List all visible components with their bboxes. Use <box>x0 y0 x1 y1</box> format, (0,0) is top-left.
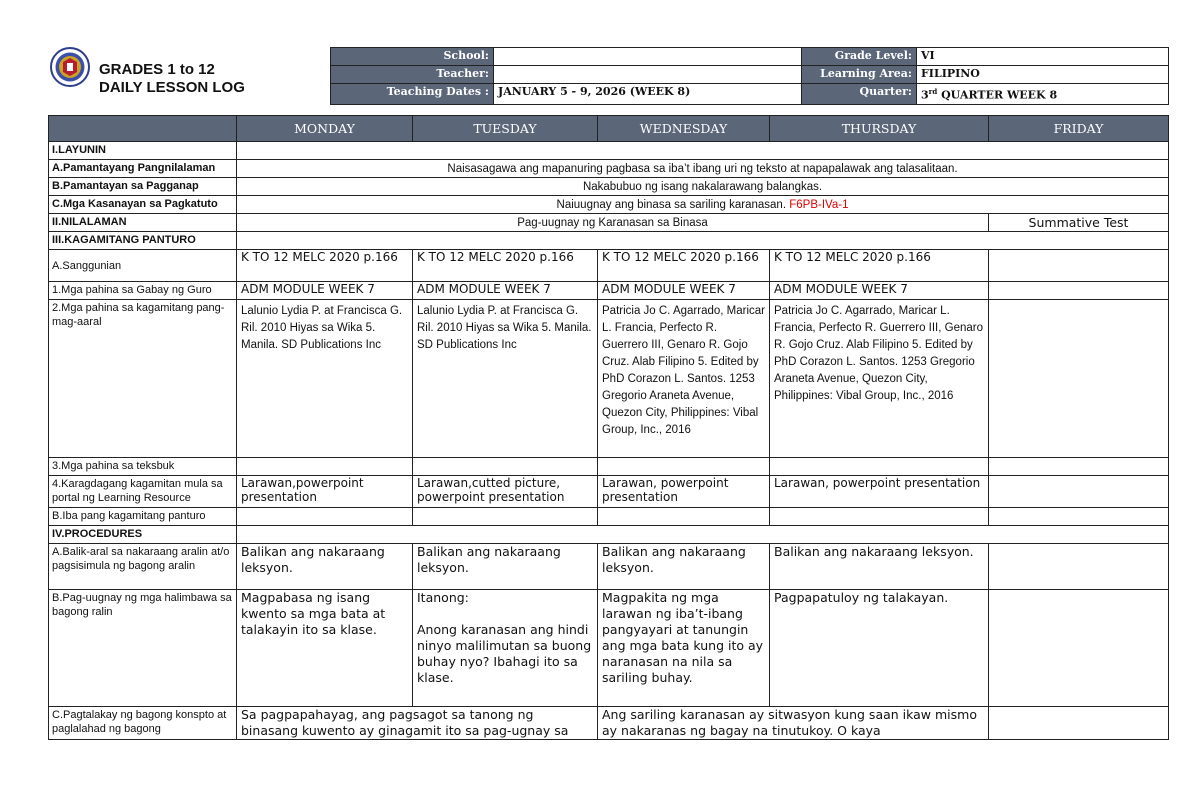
sanggunian-monday: K TO 12 MELC 2020 p.166 <box>237 250 413 282</box>
halimbawa-friday <box>989 590 1169 707</box>
row-label-iba-kagamitan: B.Iba pang kagamitang panturo <box>49 508 237 526</box>
deped-seal-icon <box>50 47 90 87</box>
layunin-cell <box>237 142 1169 160</box>
balik-wednesday: Balikan ang nakaraang leksyon. <box>598 544 770 590</box>
iba-friday <box>989 508 1169 526</box>
row-label-pamantayang-pangnilalaman: A.Pamantayang Pangnilalaman <box>49 160 237 178</box>
nilalaman-friday: Summative Test <box>989 214 1169 232</box>
talakay-friday <box>989 707 1169 740</box>
sanggunian-thursday: K TO 12 MELC 2020 p.166 <box>770 250 989 282</box>
table-row <box>49 508 1169 526</box>
table-row <box>49 196 1169 214</box>
document-title <box>99 61 245 97</box>
iba-thursday <box>770 508 989 526</box>
sanggunian-tuesday: K TO 12 MELC 2020 p.166 <box>413 250 598 282</box>
mag-aaral-friday <box>989 300 1169 458</box>
balik-monday: Balikan ang nakaraang leksyon. <box>237 544 413 590</box>
kasanayan-cell <box>237 196 1169 214</box>
pamantayang-pangnilalaman-text: Naisasagawa ang mapanuring pagbasa sa iba’t ibang uri ng teksto at napapalawak ang talasalitaan. <box>237 160 1169 178</box>
row-label-learning-resource: 4.Karagdagang kagamitan mula sa portal ng Learning Resource <box>49 476 237 508</box>
row-label-gabay-guro: 1.Mga pahina sa Gabay ng Guro <box>49 282 237 300</box>
iba-wednesday <box>598 508 770 526</box>
quarter-number: 3 <box>921 88 929 102</box>
mag-aaral-tuesday: Lalunio Lydia P. at Francisca G. Ril. 2010 Hiyas sa Wika 5. Manila. SD Publications Inc <box>413 300 598 458</box>
iba-monday <box>237 508 413 526</box>
mag-aaral-thursday: Patricia Jo C. Agarrado, Maricar L. Francia, Perfecto R. Guerrero III, Genaro R. Gojo Cruz. Alab Filipino 5. Edited by PhD Corazon L. Santos. 1253 Gregorio Araneta Avenue, Quezon City, Philippines: Vibal Group, Inc., 2016 <box>770 300 989 458</box>
title-line-2: DAILY LESSON LOG <box>99 79 245 96</box>
nilalaman-text: Pag-uugnay ng Karanasan sa Binasa <box>237 214 989 232</box>
halimbawa-monday: Magpabasa ng isang kwento sa mga bata at talakayin ito sa klase. <box>237 590 413 707</box>
table-row <box>49 214 1169 232</box>
learning-area-value[interactable]: FILIPINO <box>917 66 1169 84</box>
row-label-pagtalakay: C.Pagtalakay ng bagong konspto at paglalahad ng bagong <box>49 707 237 740</box>
halimbawa-tuesday-question: Anong karanasan ang hindi ninyo malilimutan sa buong buhay nyo? Ibahagi ito sa klase. <box>417 622 592 685</box>
teaching-dates-value[interactable]: JANUARY 5 - 9, 2026 (WEEK 8) <box>494 84 802 105</box>
lr-thursday: Larawan, powerpoint presentation <box>770 476 989 508</box>
table-row <box>49 458 1169 476</box>
mag-aaral-monday: Lalunio Lydia P. at Francisca G. Ril. 2010 Hiyas sa Wika 5. Manila. SD Publications Inc <box>237 300 413 458</box>
teaching-dates-label: Teaching Dates : <box>331 84 494 105</box>
procedures-cell <box>237 526 1169 544</box>
row-label-sanggunian: A.Sanggunian <box>49 250 237 282</box>
row-label-nilalaman: II.NILALAMAN <box>49 214 237 232</box>
halimbawa-tuesday-prompt: Itanong: <box>417 590 469 605</box>
pamantayan-pagganap-text: Nakabubuo ng isang nakalarawang balangkas. <box>237 178 1169 196</box>
sanggunian-friday <box>989 250 1169 282</box>
quarter-suffix: rd <box>928 87 938 96</box>
quarter-value[interactable] <box>917 84 1169 105</box>
row-label-balik-aral: A.Balik-aral sa nakaraang aralin at/o pagsisimula ng bagong aralin <box>49 544 237 590</box>
lr-wednesday: Larawan, powerpoint presentation <box>598 476 770 508</box>
table-row <box>49 142 1169 160</box>
day-header-row <box>49 116 1169 142</box>
table-row <box>49 707 1169 740</box>
table-row <box>49 160 1169 178</box>
day-tuesday: TUESDAY <box>413 116 598 142</box>
lr-friday <box>989 476 1169 508</box>
table-row <box>49 590 1169 707</box>
teksbuk-tuesday <box>413 458 598 476</box>
table-row <box>49 476 1169 508</box>
grade-level-value[interactable]: VI <box>917 48 1169 66</box>
halimbawa-wednesday: Magpakita ng mga larawan ng iba’t-ibang pangyayari at tanungin ang mga bata kung ito ay naranasan na nila sa sariling buhay. <box>598 590 770 707</box>
lr-tuesday: Larawan,cutted picture, powerpoint presentation <box>413 476 598 508</box>
talakay-wednesday-thursday: Ang sariling karanasan ay sitwasyon kung saan ikaw mismo ay nakaranas ng bagay na tinutukoy. O kaya <box>598 707 989 740</box>
kasanayan-text: Naiuugnay ang binasa sa sariling karanasan. <box>556 198 790 211</box>
balik-friday <box>989 544 1169 590</box>
lesson-log-table <box>48 115 1169 740</box>
grade-level-label: Grade Level: <box>802 48 917 66</box>
teksbuk-thursday <box>770 458 989 476</box>
row-label-halimbawa: B.Pag-uugnay ng mga halimbawa sa bagong ralin <box>49 590 237 707</box>
table-row <box>49 282 1169 300</box>
row-label-kasanayan: C.Mga Kasanayan sa Pagkatuto <box>49 196 237 214</box>
school-value[interactable] <box>494 48 802 66</box>
teksbuk-wednesday <box>598 458 770 476</box>
day-thursday: THURSDAY <box>770 116 989 142</box>
gabay-wednesday: ADM MODULE WEEK 7 <box>598 282 770 300</box>
teacher-value[interactable] <box>494 66 802 84</box>
row-label-kagamitan: III.KAGAMITANG PANTURO <box>49 232 237 250</box>
gabay-friday <box>989 282 1169 300</box>
table-row <box>49 300 1169 458</box>
melc-code: F6PB-IVa-1 <box>789 198 849 211</box>
day-wednesday: WEDNESDAY <box>598 116 770 142</box>
halimbawa-tuesday <box>413 590 598 707</box>
gabay-tuesday: ADM MODULE WEEK 7 <box>413 282 598 300</box>
learning-area-label: Learning Area: <box>802 66 917 84</box>
talakay-monday-tuesday: Sa pagpapahayag, ang pagsagot sa tanong ng binasang kuwento ay ginagamit ito sa pag-ugnay sa <box>237 707 598 740</box>
teksbuk-monday <box>237 458 413 476</box>
mag-aaral-wednesday: Patricia Jo C. Agarrado, Maricar L. Francia, Perfecto R. Guerrero III, Genaro R. Gojo Cruz. Alab Filipino 5. Edited by PhD Corazon L. Santos. 1253 Gregorio Araneta Avenue, Quezon City, Philippines: Vibal Group, Inc., 2016 <box>598 300 770 458</box>
sanggunian-wednesday: K TO 12 MELC 2020 p.166 <box>598 250 770 282</box>
table-row <box>49 526 1169 544</box>
table-row <box>49 250 1169 282</box>
day-friday: FRIDAY <box>989 116 1169 142</box>
row-label-teksbuk: 3.Mga pahina sa teksbuk <box>49 458 237 476</box>
row-label-layunin: I.LAYUNIN <box>49 142 237 160</box>
gabay-monday: ADM MODULE WEEK 7 <box>237 282 413 300</box>
teacher-label: Teacher: <box>331 66 494 84</box>
quarter-label: Quarter: <box>802 84 917 105</box>
day-monday: MONDAY <box>237 116 413 142</box>
table-row <box>49 232 1169 250</box>
kagamitan-cell <box>237 232 1169 250</box>
corner-cell <box>49 116 237 142</box>
quarter-rest: QUARTER WEEK 8 <box>937 88 1058 102</box>
table-row <box>49 178 1169 196</box>
balik-thursday: Balikan ang nakaraang leksyon. <box>770 544 989 590</box>
header-info-table <box>330 47 1169 105</box>
halimbawa-thursday: Pagpapatuloy ng talakayan. <box>770 590 989 707</box>
title-line-1: GRADES 1 to 12 <box>99 61 215 78</box>
lr-monday: Larawan,powerpoint presentation <box>237 476 413 508</box>
school-label: School: <box>331 48 494 66</box>
table-row <box>49 544 1169 590</box>
row-label-procedures: IV.PROCEDURES <box>49 526 237 544</box>
balik-tuesday: Balikan ang nakaraang leksyon. <box>413 544 598 590</box>
teksbuk-friday <box>989 458 1169 476</box>
row-label-mag-aaral: 2.Mga pahina sa kagamitang pang-mag-aaral <box>49 300 237 458</box>
gabay-thursday: ADM MODULE WEEK 7 <box>770 282 989 300</box>
row-label-pamantayan-pagganap: B.Pamantayan sa Pagganap <box>49 178 237 196</box>
iba-tuesday <box>413 508 598 526</box>
